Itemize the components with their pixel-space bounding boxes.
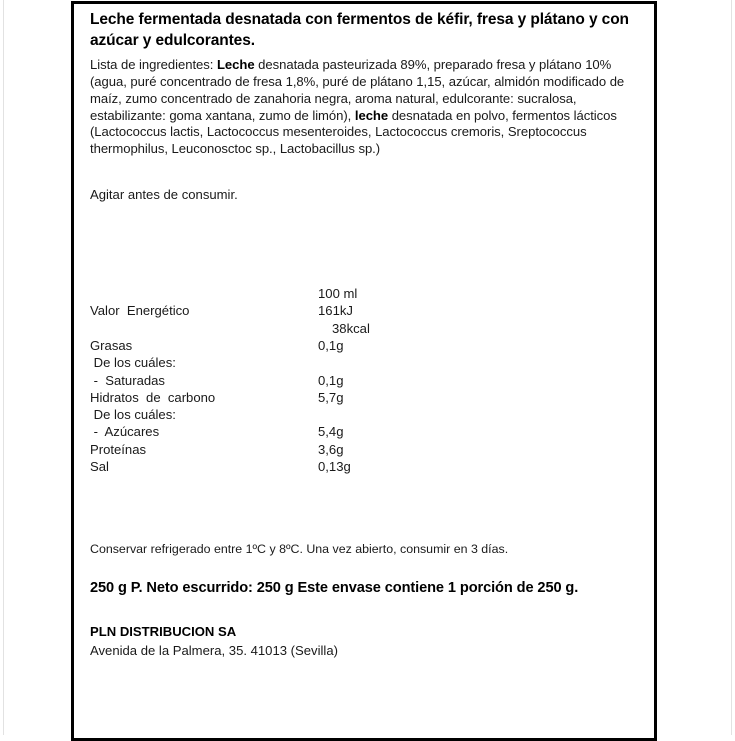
nutrition-row xyxy=(90,423,456,440)
nutrition-row xyxy=(90,441,456,458)
allergen-milk-2: leche xyxy=(354,107,389,123)
nutrition-row-label: De los cuáles: xyxy=(90,355,176,371)
nutrition-header-blank xyxy=(90,285,312,302)
company-name: PLN DISTRIBUCION SA xyxy=(90,623,237,639)
ingredients-body-2: desnatada en polvo, fermentos lácticos (Lactococcus lactis, Lactococcus mesenteroides, Lactococcus cremoris, Sreptococcus thermophilus, Leuconosctoc sp., Lactobacillus sp.) xyxy=(90,107,617,157)
nutrition-row-label: Proteínas xyxy=(90,441,147,457)
storage-instructions: Conservar refrigerado entre 1ºC y 8ºC. Una vez abierto, consumir en 3 días. xyxy=(90,542,509,557)
shake-before-use-note: Agitar antes de consumir. xyxy=(90,187,238,203)
nutrition-row-label: Valor Energético xyxy=(90,303,190,319)
allergen-milk-1: Leche xyxy=(216,57,255,73)
ingredients-list xyxy=(90,57,640,158)
nutrition-row-value: 5,4g xyxy=(318,424,344,440)
scan-edge-right xyxy=(731,0,732,735)
nutrition-row-value: 161kJ xyxy=(318,303,353,319)
ingredients-body-1: desnatada pasteurizada 89%, preparado fresa y plátano 10% (agua, puré concentrado de fresa 1,8%, puré de plátano 1,15, azúcar, almidón modificado de maíz, zumo concentrado de zanahoria negra, aroma natural, edulcorante: sucralosa, estabilizante: goma xantana, zumo de limón), xyxy=(90,57,625,123)
ingredients-heading: Lista de ingredientes: xyxy=(90,57,214,73)
nutrition-row-value xyxy=(312,354,456,371)
nutrition-row-value: 5,7g xyxy=(318,389,344,405)
net-weight-line: 250 g P. Neto escurrido: 250 g Este envase contiene 1 porción de 250 g. xyxy=(90,580,579,597)
nutrition-table xyxy=(90,285,456,475)
nutrition-row xyxy=(90,302,456,319)
nutrition-row-label: - Saturadas xyxy=(90,372,165,388)
nutrition-row-value: 3,6g xyxy=(318,441,344,457)
nutrition-row-label: Hidratos de carbono xyxy=(90,389,216,405)
product-title: Leche fermentada desnatada con fermentos de kéfir, fresa y plátano y con azúcar y edulcorantes. xyxy=(90,11,629,49)
nutrition-row xyxy=(90,458,456,475)
nutrition-header-row xyxy=(90,285,456,302)
nutrition-row xyxy=(90,354,456,371)
nutrition-row xyxy=(90,320,456,337)
nutrition-row-value: 0,13g xyxy=(318,458,351,474)
nutrition-row-value: 38kcal xyxy=(332,320,370,336)
nutrition-row xyxy=(90,337,456,354)
nutrition-row-value: 0,1g xyxy=(318,372,344,388)
company-address: Avenida de la Palmera, 35. 41013 (Sevilla) xyxy=(90,642,338,658)
nutrition-serving-header: 100 ml xyxy=(318,286,358,302)
nutrition-row-label xyxy=(90,320,312,337)
nutrition-row xyxy=(90,372,456,389)
nutrition-row-label: - Azúcares xyxy=(90,424,160,440)
nutrition-row xyxy=(90,389,456,406)
nutrition-row xyxy=(90,406,456,423)
company-block xyxy=(90,623,640,659)
nutrition-row-value: 0,1g xyxy=(318,337,344,353)
nutrition-row-value xyxy=(312,406,456,423)
nutrition-row-label: De los cuáles: xyxy=(90,407,176,423)
label-frame xyxy=(71,1,657,741)
nutrition-row-label: Sal xyxy=(90,458,109,474)
nutrition-row-label: Grasas xyxy=(90,337,133,353)
scan-edge-left xyxy=(3,0,4,735)
nutrition-table-body xyxy=(90,285,456,475)
